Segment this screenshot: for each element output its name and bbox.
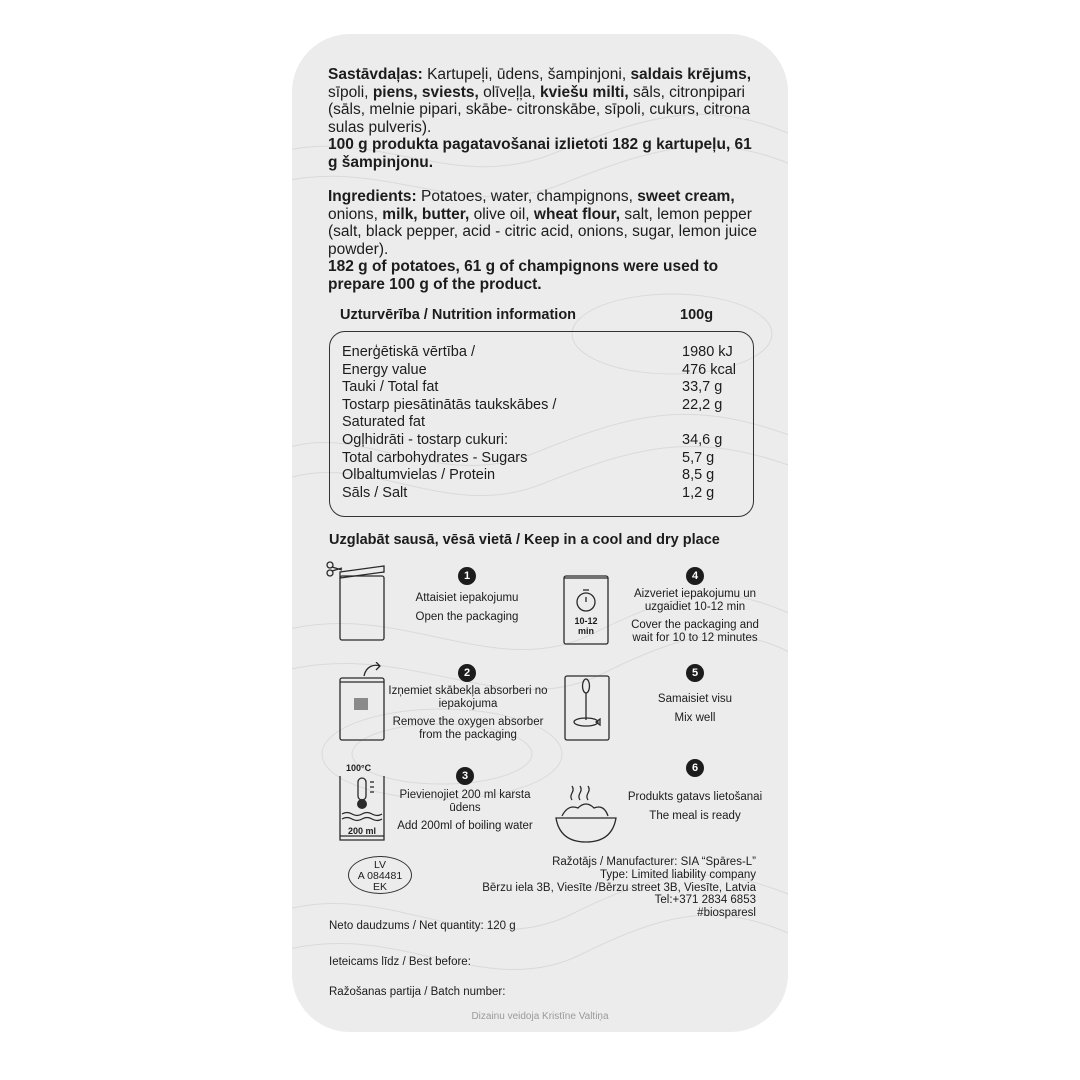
step-number: 1 xyxy=(458,567,476,585)
ingredients-en xyxy=(328,188,758,294)
water-amount-label: 200 ml xyxy=(347,826,377,836)
step-4-text xyxy=(620,588,770,644)
manufacturer-hashtag: #biosparesl xyxy=(697,907,756,920)
ingredients-lv-text: Kartupeļi, ūdens, šampinjoni, xyxy=(422,66,631,83)
usage-en: 182 g of potatoes, 61 g of champignons were used to prepare 100 g of the product. xyxy=(328,258,719,293)
ingredients-en-label: Ingredients: xyxy=(328,188,417,205)
step-6-text xyxy=(620,791,770,822)
ingredients-lv-text: sāls, citronpipari (sāls, melnie pipari, skābe- citronskābe, sīpoli, cukurs, citrona sulas pulveris). xyxy=(328,83,751,136)
nutrition-label: Olbaltumvielas / Protein xyxy=(342,467,496,484)
nutrition-label: Tauki / Total fat xyxy=(342,379,439,396)
step-text-lv: Produkts gatavs lietošanai xyxy=(627,791,763,803)
design-credit: Dizainu veidoja Kristīne Valtiņa xyxy=(471,1011,609,1022)
ready-meal-bowl-icon xyxy=(554,778,620,846)
ingredients-lv-text: sīpoli, xyxy=(328,83,373,101)
badge-country: LV xyxy=(373,859,387,871)
ingredients-en-text: olive oil, xyxy=(469,205,534,223)
allergen-lv-flour: kviešu milti, xyxy=(539,83,629,101)
nutrition-row xyxy=(342,485,742,503)
nutrition-label: Saturated fat xyxy=(342,414,426,431)
nutrition-value: 1,2 g xyxy=(682,484,715,501)
step-5-text xyxy=(620,693,770,724)
manufacturer-name: Ražotājs / Manufacturer: SIA “Spāres-L” xyxy=(552,856,756,868)
ingredients-en-text: Potatoes, water, champignons, xyxy=(416,188,638,205)
nutrition-value: 8,5 g xyxy=(682,467,715,484)
net-quantity: Neto daudzums / Net quantity: 120 g xyxy=(329,920,516,932)
allergen-en-flour: wheat flour, xyxy=(533,205,621,223)
best-before: Ieteicams līdz / Best before: xyxy=(329,956,471,968)
nutrition-row xyxy=(342,362,742,380)
step-text-lv: Pievienojiet 200 ml karsta ūdens xyxy=(399,789,531,814)
manufacturer-phone: Tel:+371 2834 6853 xyxy=(654,894,756,907)
manufacturer-type: Type: Limited liability company xyxy=(600,868,756,881)
nutrition-row xyxy=(342,450,742,468)
ingredients-lv-text: olīveļļa, xyxy=(478,83,540,101)
oxygen-absorber-icon xyxy=(338,662,390,742)
timer-value: 10-12 xyxy=(574,616,598,626)
usage-lv: 100 g produkta pagatavošanai izlietoti 182 g kartupeļu, 61 g šampinjonu. xyxy=(328,136,752,171)
nutrition-value: 5,7 g xyxy=(682,449,715,466)
nutrition-per: 100g xyxy=(680,307,714,323)
step-number: 5 xyxy=(686,664,704,682)
batch-number: Ražošanas partija / Batch number: xyxy=(329,986,506,998)
nutrition-title: Uzturvērība / Nutrition information xyxy=(340,307,577,323)
storage-instructions: Uzglabāt sausā, vēsā vietā / Keep in a cool and dry place xyxy=(329,532,720,548)
step-text-en: Mix well xyxy=(674,711,716,724)
badge-code: A 084481 xyxy=(357,870,403,882)
nutrition-label: Sāls / Salt xyxy=(342,484,408,501)
mix-spoon-icon xyxy=(564,670,612,744)
step-number: 2 xyxy=(458,664,476,682)
step-text-lv: Izņemiet skābekļa absorberi no iepakojuma xyxy=(388,685,548,710)
nutrition-label: Ogļhidrāti - tostarp cukuri: xyxy=(342,432,509,448)
step-text-lv: Aizveriet iepakojumu un uzgaidiet 10-12 min xyxy=(633,588,757,613)
ingredients-en-text: salt, lemon pepper (salt, black pepper, acid - citric acid, onions, sugar, lemon juice powder). xyxy=(328,205,758,258)
nutrition-row xyxy=(342,379,742,397)
nutrition-row xyxy=(342,467,742,485)
nutrition-row xyxy=(342,432,742,450)
nutrition-label: Total carbohydrates - Sugars xyxy=(342,449,528,466)
step-3-text xyxy=(390,789,540,833)
step-number: 3 xyxy=(456,767,474,785)
nutrition-value: 1980 kJ xyxy=(682,344,733,360)
step-1-text xyxy=(392,592,542,623)
step-text-en: Remove the oxygen absorber from the packaging xyxy=(392,716,544,741)
nutrition-header xyxy=(340,307,740,323)
nutrition-label: Enerģētiskā vērtība / xyxy=(342,344,475,360)
step-number: 6 xyxy=(686,759,704,777)
allergen-en-cream: sweet cream, xyxy=(637,188,735,205)
nutrition-row xyxy=(342,344,742,362)
step-text-lv: Attaisiet iepakojumu xyxy=(415,592,519,604)
manufacturer-info xyxy=(482,856,756,920)
nutrition-value: 476 kcal xyxy=(682,361,737,378)
allergen-lv-cream: saldais krējums, xyxy=(630,66,752,83)
nutrition-label: Tostarp piesātinātās taukskābes / xyxy=(342,396,557,413)
nutrition-value: 34,6 g xyxy=(682,432,723,448)
timer-label xyxy=(562,616,610,636)
nutrition-value: 33,7 g xyxy=(682,379,723,396)
step-number: 4 xyxy=(686,567,704,585)
step-text-en: Cover the packaging and wait for 10 to 12 minutes xyxy=(631,619,759,644)
open-package-icon xyxy=(326,558,388,644)
timer-unit: min xyxy=(577,626,594,636)
ingredients-lv-label: Sastāvdaļas: xyxy=(328,66,423,83)
allergen-en-milk-butter: milk, butter, xyxy=(382,205,470,223)
badge-ek: EK xyxy=(372,881,387,893)
manufacturer-address: Bērzu iela 3B, Viesīte /Bērzu street 3B, Viesīte, Latvia xyxy=(482,881,756,894)
step-text-lv: Samaisiet visu xyxy=(657,693,733,705)
ingredients-en-text: onions, xyxy=(328,205,383,223)
nutrition-row xyxy=(342,414,742,432)
organic-certification-badge xyxy=(348,856,412,894)
step-text-en: Open the packaging xyxy=(415,610,519,623)
nutrition-label: Energy value xyxy=(342,361,427,378)
nutrition-row xyxy=(342,397,742,415)
label-card xyxy=(292,34,788,1032)
step-2-text xyxy=(388,685,548,741)
step-text-en: The meal is ready xyxy=(649,809,741,822)
allergen-lv-milk-butter: piens, sviests, xyxy=(372,83,479,101)
step-text-en: Add 200ml of boiling water xyxy=(397,820,533,832)
nutrition-table xyxy=(329,331,754,517)
nutrition-value: 22,2 g xyxy=(682,396,723,413)
temperature-label: 100°C xyxy=(346,763,372,773)
ingredients-lv xyxy=(328,66,758,172)
